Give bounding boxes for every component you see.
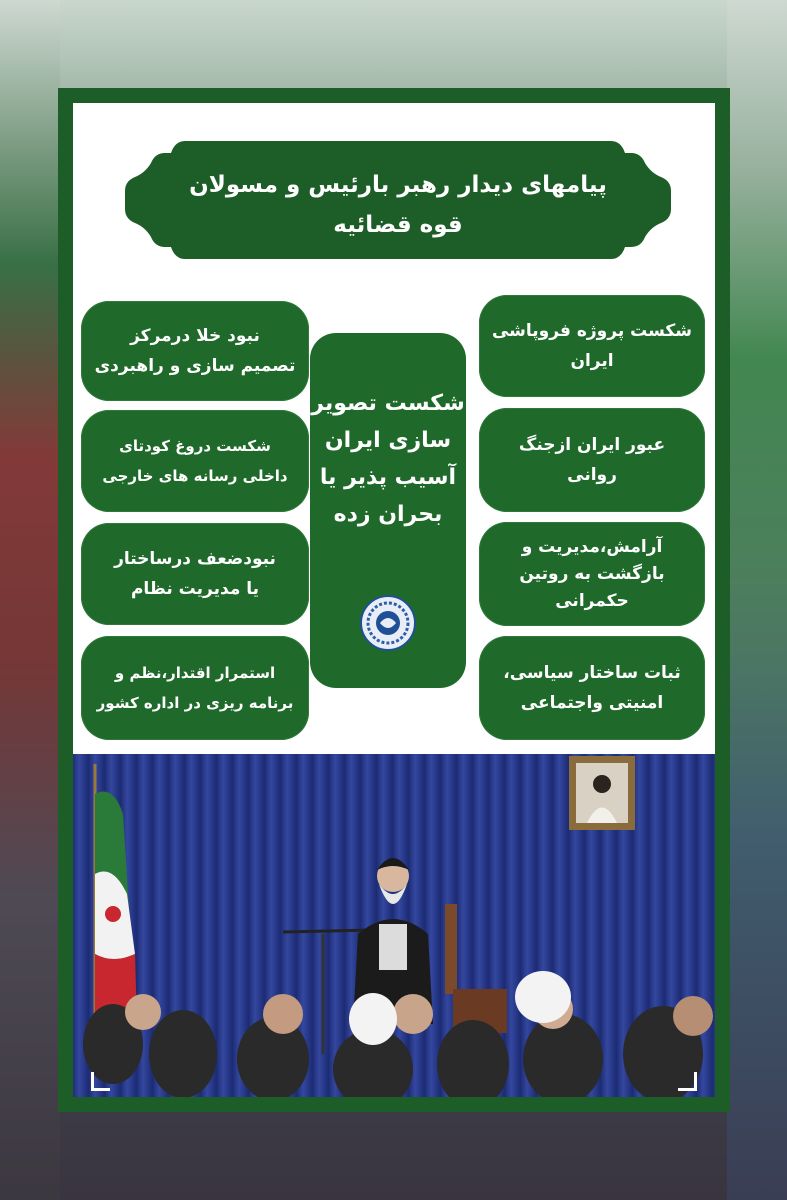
box-text: ایران [570,351,614,371]
box-text: نبودضعف درساختار [114,549,276,569]
info-box-right-3 [479,522,705,626]
info-box-right-4 [479,636,705,740]
center-box [310,333,466,688]
box-text: داخلی رسانه های خارجی [102,467,288,485]
box-text: حکمرانی [555,590,629,611]
info-box-left-1 [81,301,309,401]
background-right-blur [727,0,787,1200]
box-text: عبور ایران ازجنگ [518,435,666,455]
poster-content [73,103,715,1097]
box-text: ثبات ساختار سیاسی، [503,663,681,683]
box-text: روانی [567,465,617,485]
box-text: برنامه ریزی در اداره کشور [96,694,294,712]
box-text: شکست پروژه فروپاشی [491,321,693,341]
corner-mark-right [678,1072,697,1091]
center-box-text: شکست تصویر سازی ایران آسیب پذیر یا بحران زده [311,391,465,527]
info-box-left-4 [81,636,309,740]
title-line-2: قوه قضائیه [333,212,463,238]
meeting-scene [73,754,715,1097]
info-box-right-2 [479,408,705,512]
info-box-left-2 [81,410,309,512]
box-text: بازگشت به روتین [519,563,665,584]
background-left-blur [0,0,60,1200]
emblem-icon [360,595,416,651]
title-line-1: پیامهای دیدار رهبر بارئیس و مسولان [189,172,607,198]
box-text: تصمیم سازی و راهبردی [94,356,296,376]
box-text: استمرار اقتدار،نظم و [114,664,276,682]
info-box-left-3 [81,523,309,625]
box-text: نبود خلا درمرکز [130,326,260,346]
box-text: یا مدیریت نظام [130,579,260,599]
meeting-photo [73,754,715,1097]
box-text: آرامش،مدیریت و [521,536,663,557]
title-banner [125,133,671,267]
page-title [125,165,671,245]
poster-frame [58,88,730,1112]
corner-mark-left [91,1072,110,1091]
info-box-right-1 [479,295,705,397]
box-text: شکست دروغ کودتای [119,437,271,455]
box-text: امنیتی واجتماعی [520,693,664,713]
